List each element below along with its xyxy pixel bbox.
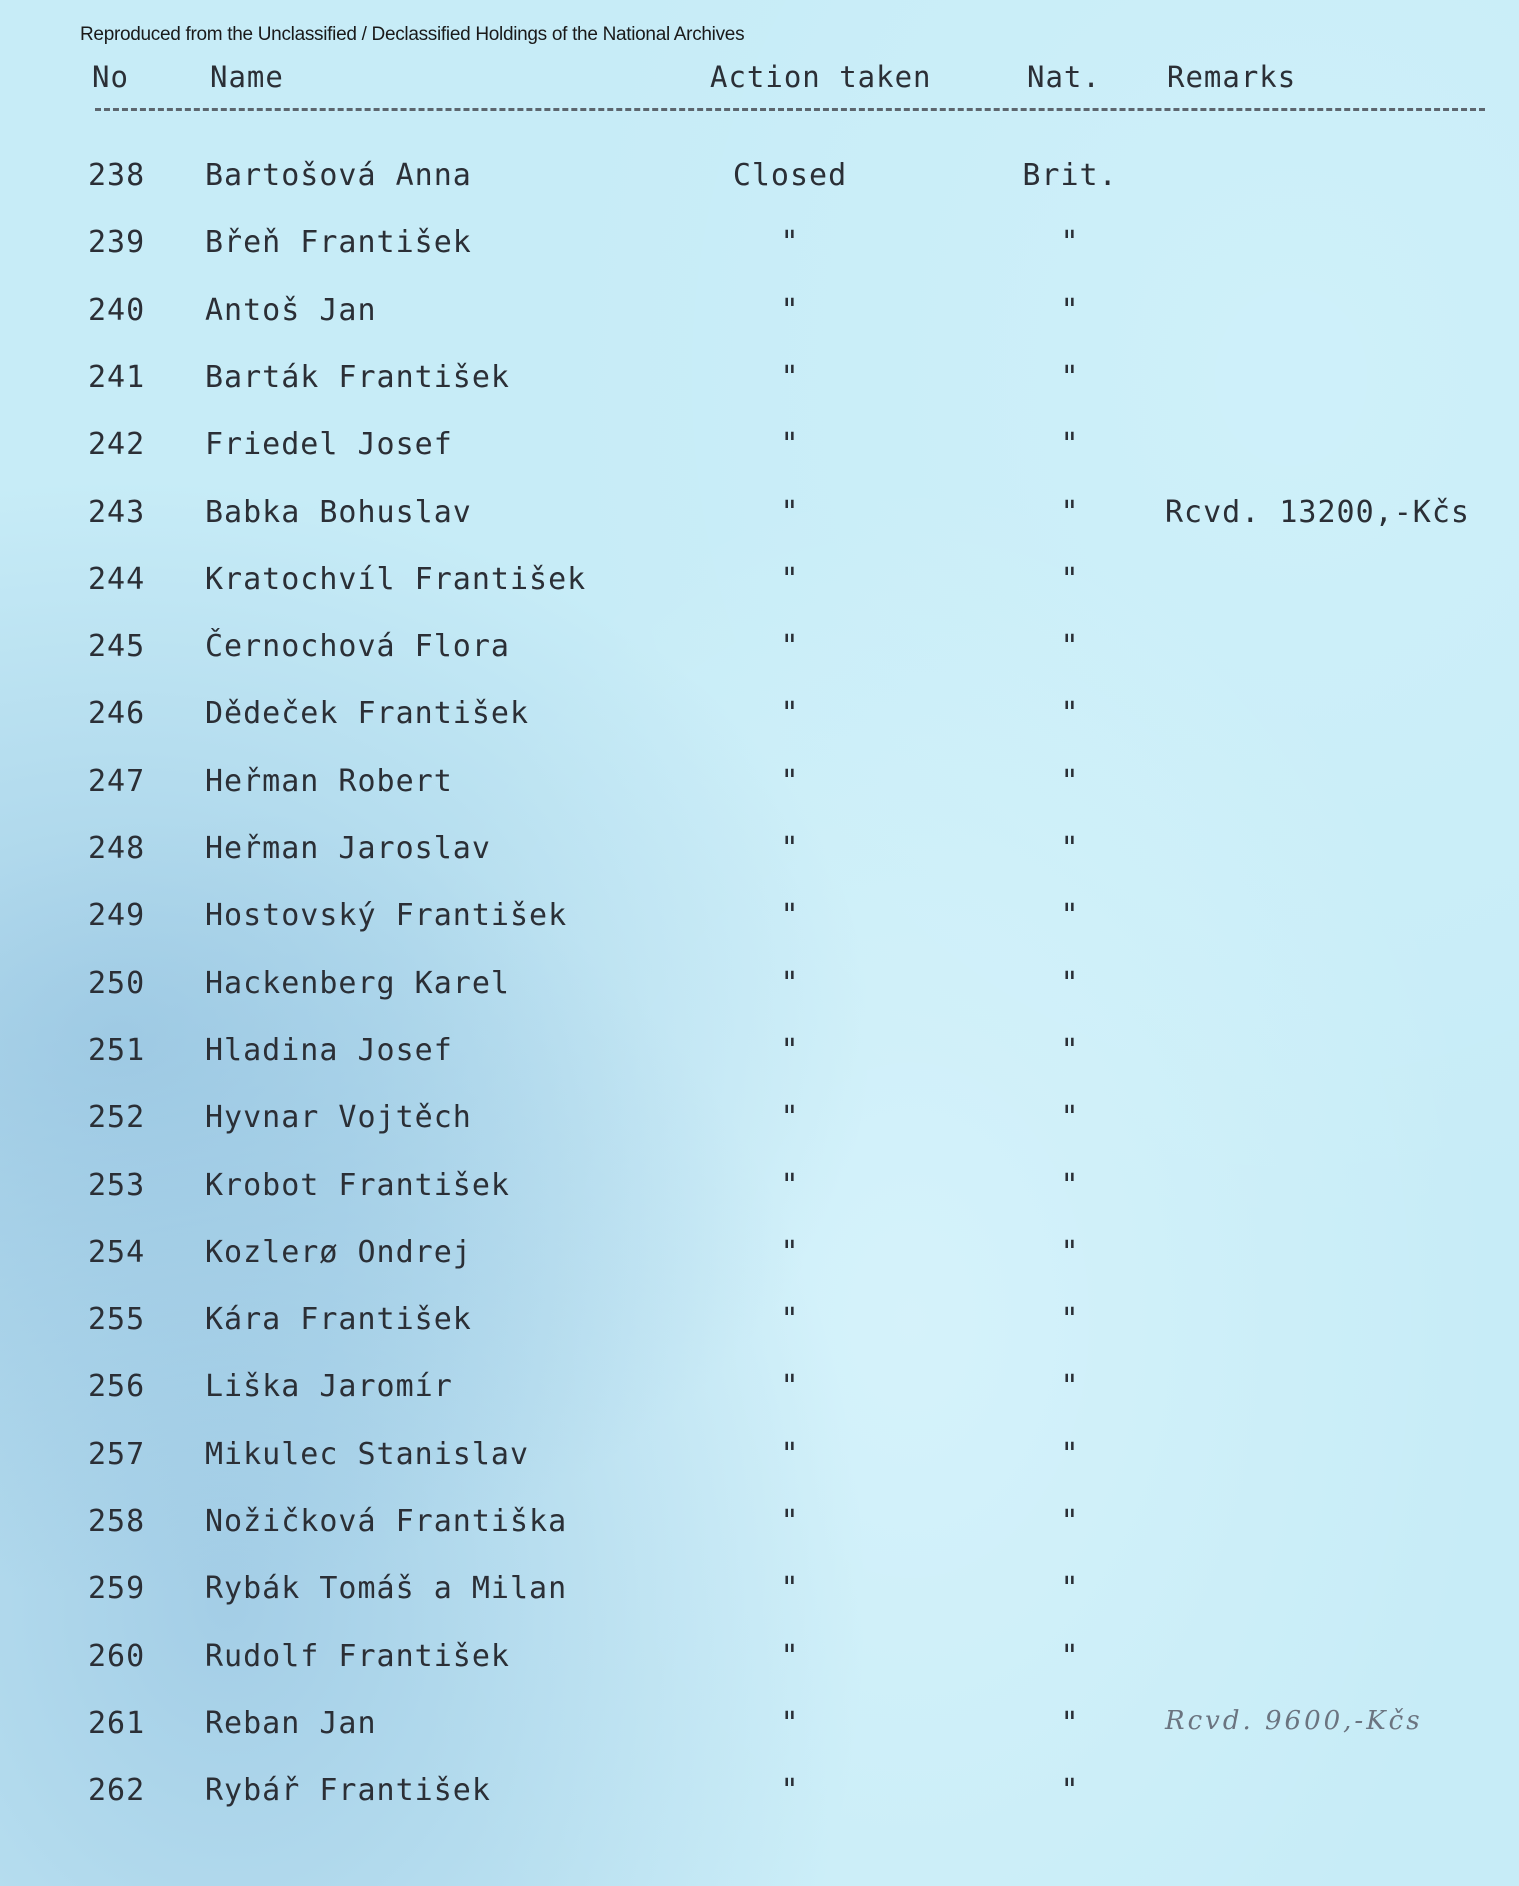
entry-number: 239 bbox=[88, 225, 146, 261]
entry-number: 251 bbox=[88, 1032, 146, 1068]
entry-nationality: " bbox=[1060, 1773, 1080, 1809]
entry-nationality: " bbox=[1060, 292, 1080, 328]
entry-name: Barták František bbox=[205, 359, 510, 395]
entry-name: Rudolf František bbox=[205, 1638, 510, 1674]
entry-name: Kratochvíl František bbox=[205, 561, 587, 597]
table-row bbox=[0, 360, 1519, 400]
entry-name: Břeň František bbox=[205, 225, 472, 261]
table-row bbox=[0, 764, 1519, 804]
entry-number: 261 bbox=[88, 1705, 146, 1741]
entry-number: 241 bbox=[88, 359, 146, 395]
entry-nationality: " bbox=[1060, 831, 1080, 866]
entry-action-taken: " bbox=[780, 1302, 800, 1338]
entry-number: 249 bbox=[88, 898, 146, 934]
table-row bbox=[0, 898, 1519, 938]
entry-action-taken: " bbox=[780, 831, 800, 866]
entry-number: 247 bbox=[88, 763, 146, 799]
entry-name: Heřman Jaroslav bbox=[205, 831, 491, 866]
table-row bbox=[0, 225, 1519, 265]
entry-action-taken: " bbox=[780, 494, 800, 530]
entry-nationality: " bbox=[1060, 1571, 1080, 1607]
entry-name: Černochová Flora bbox=[205, 629, 510, 665]
entry-number: 259 bbox=[88, 1571, 146, 1607]
entry-nationality: " bbox=[1060, 1369, 1080, 1405]
entry-number: 262 bbox=[88, 1773, 146, 1809]
table-row bbox=[0, 427, 1519, 467]
entry-action-taken: " bbox=[780, 1167, 800, 1203]
table-row bbox=[0, 293, 1519, 333]
archive-reproduction-note: Reproduced from the Unclassified / Declassified Holdings of the National Archives bbox=[80, 24, 745, 45]
entry-nationality: " bbox=[1060, 1302, 1080, 1338]
entry-action-taken: " bbox=[780, 427, 800, 463]
entry-action-taken: " bbox=[780, 1773, 800, 1809]
entry-name: Rybák Tomáš a Milan bbox=[205, 1571, 568, 1607]
table-row bbox=[0, 1639, 1519, 1679]
entry-number: 256 bbox=[88, 1369, 146, 1405]
entry-name: Friedel Josef bbox=[205, 427, 453, 463]
entry-nationality: " bbox=[1060, 1100, 1080, 1136]
entry-action-taken: " bbox=[780, 1705, 800, 1741]
entry-action-taken: " bbox=[780, 561, 800, 597]
entry-nationality: Brit. bbox=[1022, 158, 1118, 193]
entry-nationality: " bbox=[1060, 225, 1080, 261]
table-row bbox=[0, 1369, 1519, 1409]
entry-nationality: " bbox=[1060, 1705, 1080, 1741]
entry-number: 260 bbox=[88, 1638, 146, 1674]
table-row bbox=[0, 696, 1519, 736]
entry-nationality: " bbox=[1060, 763, 1080, 799]
entry-nationality: " bbox=[1060, 427, 1080, 463]
table-row bbox=[0, 966, 1519, 1006]
entry-nationality: " bbox=[1060, 1638, 1080, 1674]
entry-action-taken: " bbox=[780, 898, 800, 934]
entry-nationality: " bbox=[1060, 696, 1080, 732]
entry-action-taken: " bbox=[780, 965, 800, 1001]
entry-name: Liška Jaromír bbox=[205, 1369, 453, 1405]
entry-nationality: " bbox=[1060, 359, 1080, 395]
entry-number: 246 bbox=[88, 696, 146, 732]
entry-nationality: " bbox=[1060, 494, 1080, 530]
entry-number: 245 bbox=[88, 629, 146, 665]
entry-action-taken: " bbox=[780, 763, 800, 799]
table-row bbox=[0, 1437, 1519, 1477]
entry-name: Hladina Josef bbox=[205, 1032, 453, 1068]
table-row bbox=[0, 1706, 1519, 1746]
table-row bbox=[0, 1033, 1519, 1073]
entry-nationality: " bbox=[1060, 965, 1080, 1001]
table-row bbox=[0, 629, 1519, 669]
entry-name: Hyvnar Vojtěch bbox=[205, 1100, 472, 1136]
entry-name: Hostovský František bbox=[205, 898, 568, 934]
entry-nationality: " bbox=[1060, 1032, 1080, 1068]
entry-name: Babka Bohuslav bbox=[205, 494, 472, 530]
table-row bbox=[0, 1504, 1519, 1544]
entry-number: 253 bbox=[88, 1167, 146, 1203]
table-row bbox=[0, 831, 1519, 871]
entry-number: 255 bbox=[88, 1302, 146, 1338]
header-remarks: Remarks bbox=[1167, 60, 1297, 94]
entry-action-taken: " bbox=[780, 225, 800, 261]
entry-name: Mikulec Stanislav bbox=[205, 1436, 530, 1472]
entry-name: Reban Jan bbox=[205, 1705, 377, 1741]
entry-action-taken: " bbox=[780, 359, 800, 395]
entry-number: 242 bbox=[88, 427, 146, 463]
entry-number: 257 bbox=[88, 1436, 146, 1472]
entry-action-taken: " bbox=[780, 1234, 800, 1270]
entry-action-taken: " bbox=[780, 696, 800, 732]
entry-action-taken: " bbox=[780, 1571, 800, 1607]
entry-number: 238 bbox=[88, 158, 146, 193]
entry-name: Bartošová Anna bbox=[205, 158, 472, 193]
header-no: No bbox=[92, 60, 129, 94]
table-row bbox=[0, 562, 1519, 602]
entry-name: Krobot František bbox=[205, 1167, 510, 1203]
entry-action-taken: " bbox=[780, 1032, 800, 1068]
entry-action-taken: " bbox=[780, 1369, 800, 1405]
entry-name: Nožičková Františka bbox=[205, 1504, 568, 1539]
table-row bbox=[0, 1235, 1519, 1275]
entry-name: Kozlerø Ondrej bbox=[205, 1234, 472, 1270]
entry-action-taken: " bbox=[780, 1504, 800, 1539]
entry-action-taken: " bbox=[780, 629, 800, 665]
entry-nationality: " bbox=[1060, 629, 1080, 665]
entry-name: Kára František bbox=[205, 1302, 472, 1338]
entry-action-taken: " bbox=[780, 1436, 800, 1472]
header-action-taken: Action taken bbox=[710, 60, 932, 94]
entry-name: Antoš Jan bbox=[205, 292, 377, 328]
table-row bbox=[0, 158, 1519, 198]
header-name: Name bbox=[210, 60, 284, 94]
entry-nationality: " bbox=[1060, 1504, 1080, 1539]
entry-nationality: " bbox=[1060, 561, 1080, 597]
entry-number: 243 bbox=[88, 494, 146, 530]
entry-remarks: Rcvd. 9600,-Kčs bbox=[1165, 1705, 1423, 1736]
entry-name: Heřman Robert bbox=[205, 763, 453, 799]
entry-number: 254 bbox=[88, 1234, 146, 1270]
entry-nationality: " bbox=[1060, 1167, 1080, 1203]
table-row bbox=[0, 1571, 1519, 1611]
entry-name: Hackenberg Karel bbox=[205, 965, 510, 1001]
entry-action-taken: Closed bbox=[732, 158, 848, 193]
entry-nationality: " bbox=[1060, 898, 1080, 934]
header-nationality: Nat. bbox=[1027, 60, 1101, 94]
table-row bbox=[0, 1168, 1519, 1208]
entry-nationality: " bbox=[1060, 1436, 1080, 1472]
entry-nationality: " bbox=[1060, 1234, 1080, 1270]
entry-number: 240 bbox=[88, 292, 146, 328]
entry-name: Rybář František bbox=[205, 1773, 491, 1809]
entry-number: 252 bbox=[88, 1100, 146, 1136]
entry-name: Dědeček František bbox=[205, 696, 530, 732]
table-row bbox=[0, 1773, 1519, 1813]
entry-action-taken: " bbox=[780, 1100, 800, 1136]
entry-number: 248 bbox=[88, 831, 146, 866]
entry-remarks: Rcvd. 13200,-Kčs bbox=[1165, 494, 1470, 530]
entry-action-taken: " bbox=[780, 1638, 800, 1674]
table-row bbox=[0, 1302, 1519, 1342]
table-row bbox=[0, 495, 1519, 535]
entry-number: 244 bbox=[88, 561, 146, 597]
entry-number: 250 bbox=[88, 965, 146, 1001]
entry-number: 258 bbox=[88, 1504, 146, 1539]
entry-action-taken: " bbox=[780, 292, 800, 328]
table-row bbox=[0, 1100, 1519, 1140]
